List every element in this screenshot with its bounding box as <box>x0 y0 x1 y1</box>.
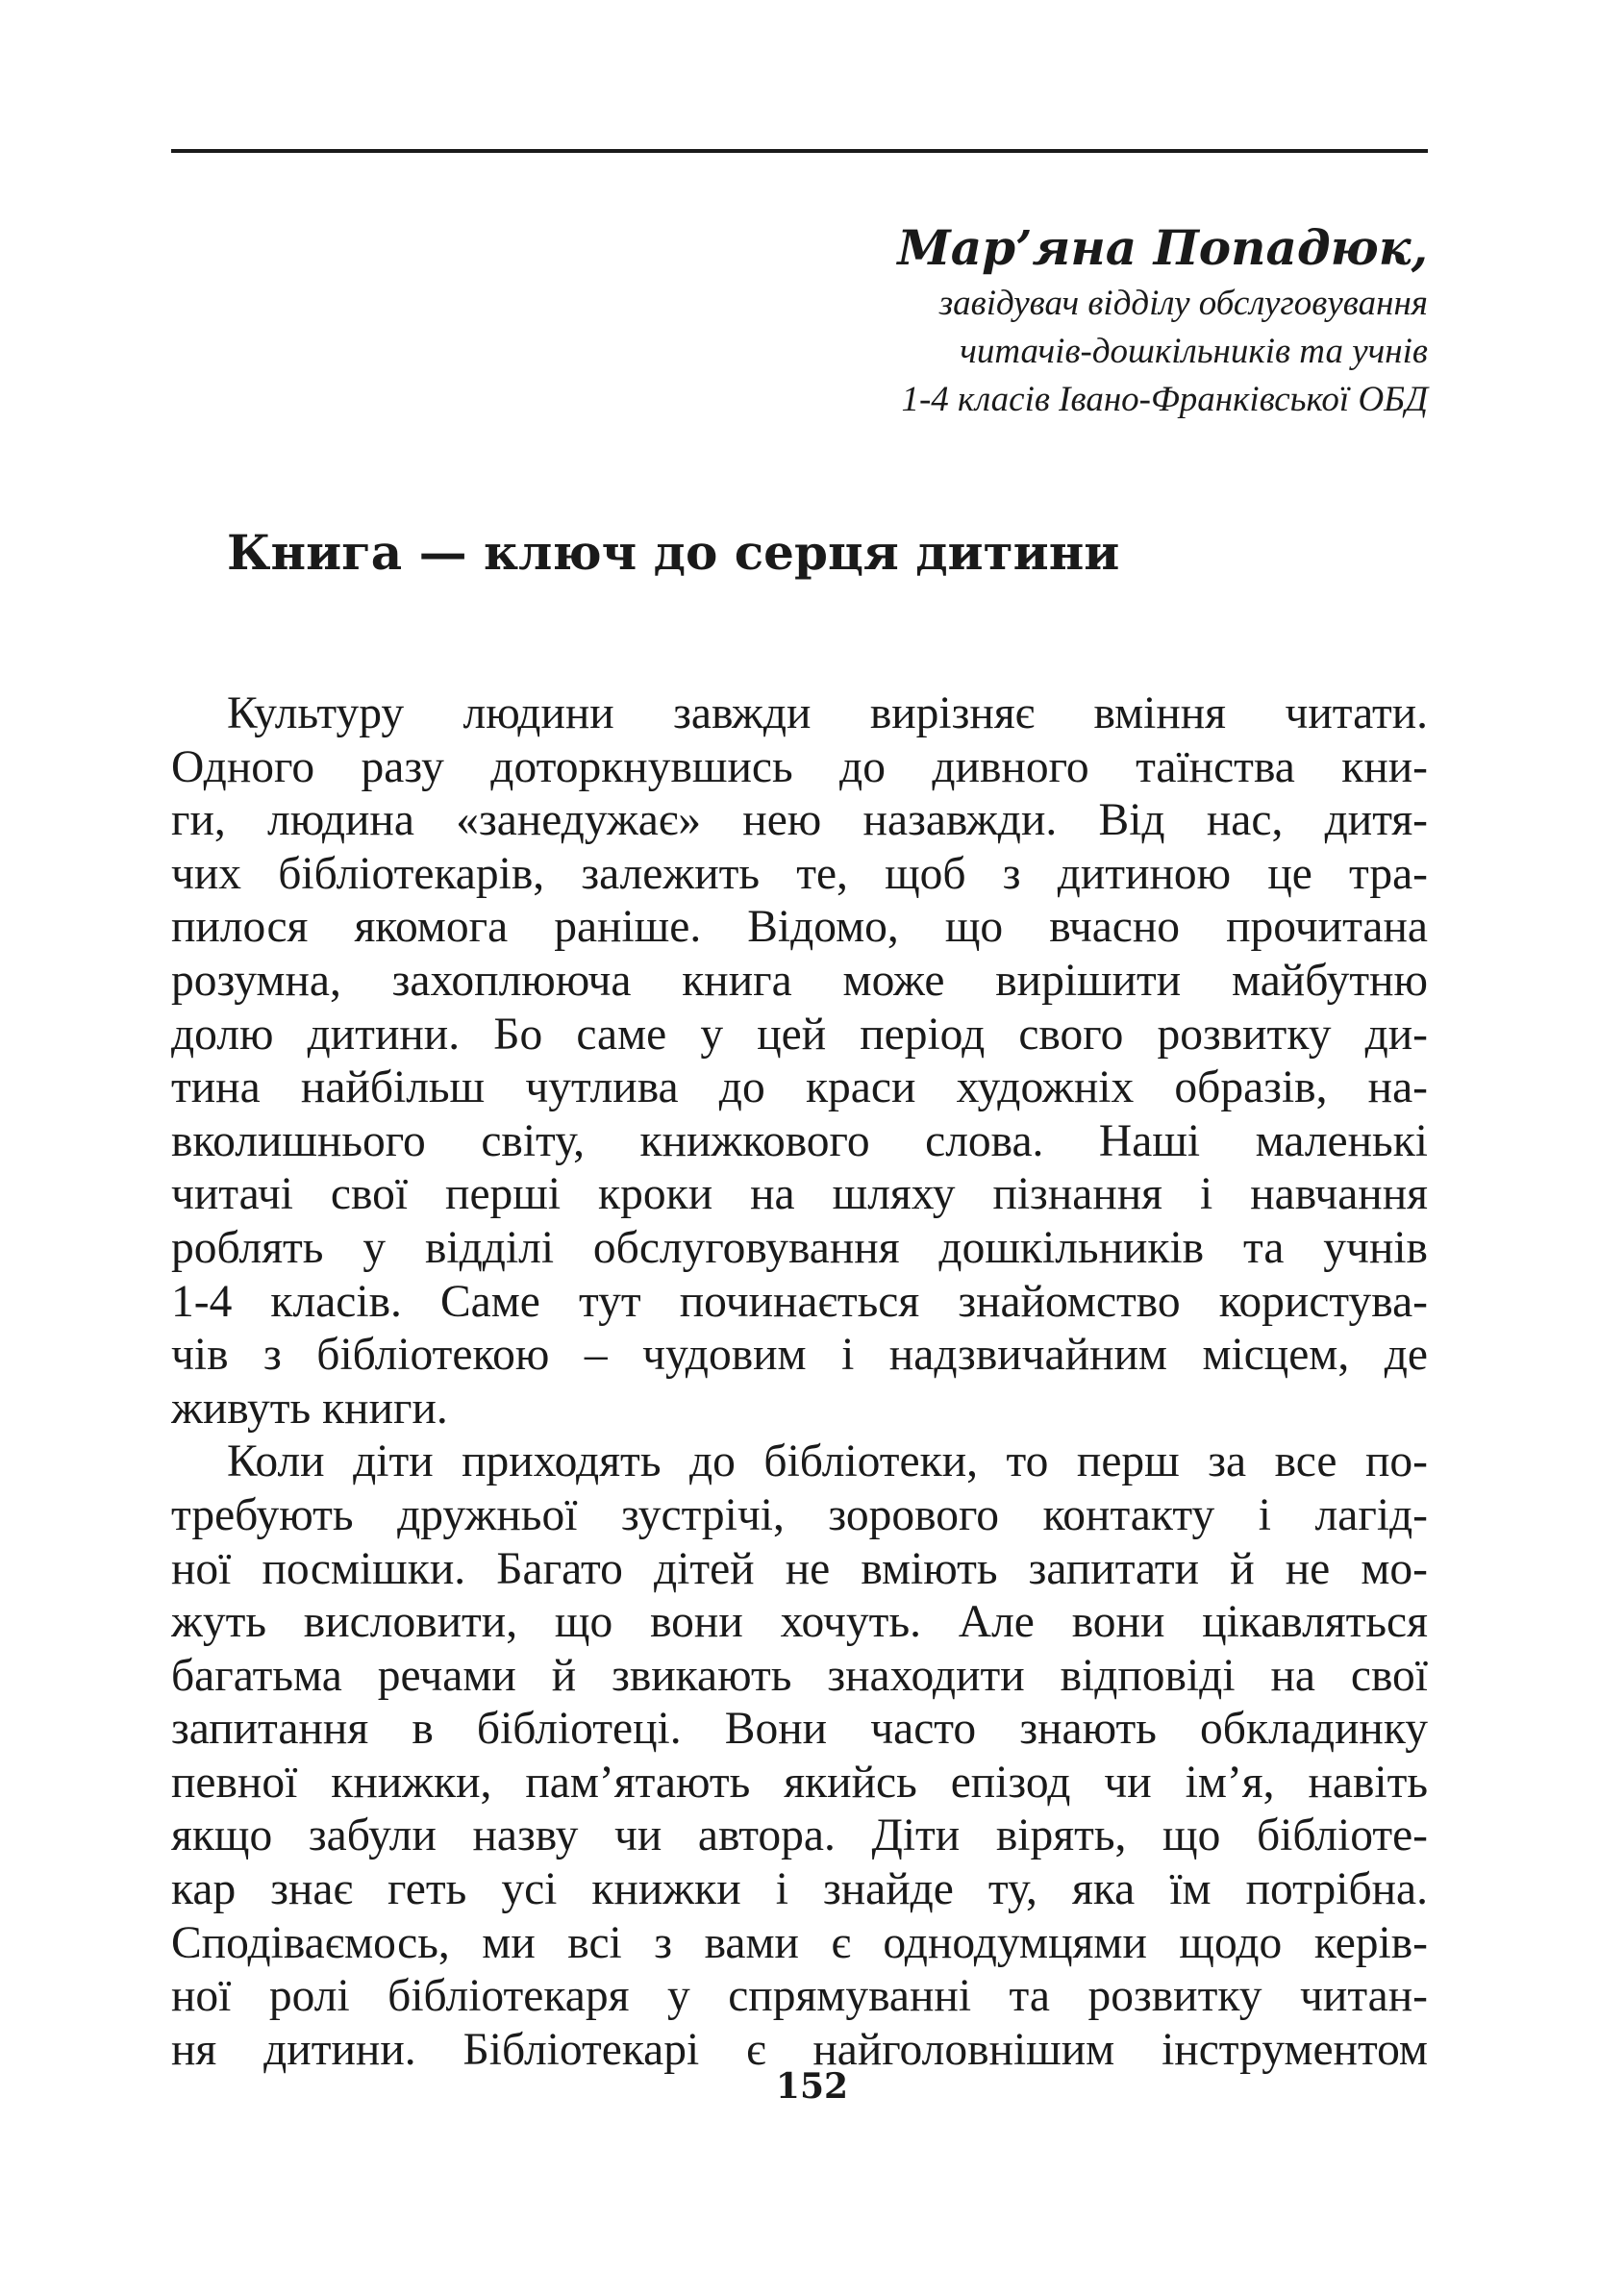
text-line: жуть висловити, що вони хочуть. Але вони цікавляться <box>171 1597 1428 1648</box>
text-line: якщо забули назву чи автора. Діти вірять, що бібліоте- <box>171 1810 1428 1861</box>
text-line: Сподіваємось, ми всі з вами є однодумцями щодо керів- <box>171 1917 1428 1968</box>
author-role-line: читачів-дошкільників та учнів <box>960 332 1428 371</box>
text-line: чих бібліотекарів, залежить те, щоб з дитиною це тра- <box>171 848 1428 899</box>
text-line: ної ролі бібліотекаря у спрямуванні та розвитку читан- <box>171 1971 1428 2022</box>
text-line: пилося якомога раніше. Відомо, що вчасно прочитана <box>171 902 1428 953</box>
text-line: ги, людина «занедужає» нею назавжди. Від нас, дитя- <box>171 795 1428 846</box>
text-line: чів з бібліотекою – чудовим і надзвичайним місцем, де <box>171 1330 1428 1381</box>
text-line: Коли діти приходять до бібліотеки, то перш за все по- <box>227 1436 1428 1487</box>
header-rule <box>171 149 1428 153</box>
text-line: Культуру людини завжди вирізняє вміння читати. <box>227 688 1428 738</box>
text-line: розумна, захоплююча книга може вирішити майбутню <box>171 955 1428 1006</box>
text-line: читачі свої перші кроки на шляху пізнання і навчання <box>171 1169 1428 1220</box>
text-line: певної книжки, пам’ятають якийсь епізод чи ім’я, навіть <box>171 1757 1428 1808</box>
author-role-line: завідувач відділу обслуговування <box>938 284 1428 323</box>
article-title: Книга — ключ до серця дитини <box>227 524 1120 581</box>
text-line: 1-4 класів. Саме тут починається знайомство користува- <box>171 1276 1428 1327</box>
text-line: Одного разу доторкнувшись до дивного таїнства кни- <box>171 741 1428 792</box>
page-number: 152 <box>775 2066 849 2107</box>
text-line: тина найбільш чутлива до краси художніх образів, на- <box>171 1062 1428 1113</box>
text-line: ної посмішки. Багато дітей не вміють запитати й не мо- <box>171 1543 1428 1594</box>
text-line: запитання в бібліотеці. Вони часто знають обкладинку <box>171 1704 1428 1755</box>
text-line: кар знає геть усі книжки і знайде ту, яка їм потрібна. <box>171 1864 1428 1915</box>
text-line: ня дитини. Бібліотекарі є найголовнішим інструментом <box>171 2024 1428 2075</box>
paragraph <box>171 1436 1428 2077</box>
author-name: Мар’яна Попадюк, <box>897 219 1428 276</box>
author-block <box>466 216 1428 424</box>
text-line: долю дитини. Бо саме у цей період свого розвитку ди- <box>171 1009 1428 1060</box>
text-line: требують дружньої зустрічі, зорового контакту і лагід- <box>171 1489 1428 1540</box>
article-body <box>171 687 1428 2077</box>
paragraph <box>171 687 1428 1436</box>
text-line: роблять у відділі обслуговування дошкільників та учнів <box>171 1222 1428 1273</box>
text-line: вколишнього світу, книжкового слова. Наші маленькі <box>171 1115 1428 1166</box>
text-line: живуть книги. <box>171 1383 448 1434</box>
author-role-line: 1-4 класів Івано-Франківської ОБД <box>901 380 1428 419</box>
text-line: багатьма речами й звикають знаходити відповіді на свої <box>171 1650 1428 1701</box>
